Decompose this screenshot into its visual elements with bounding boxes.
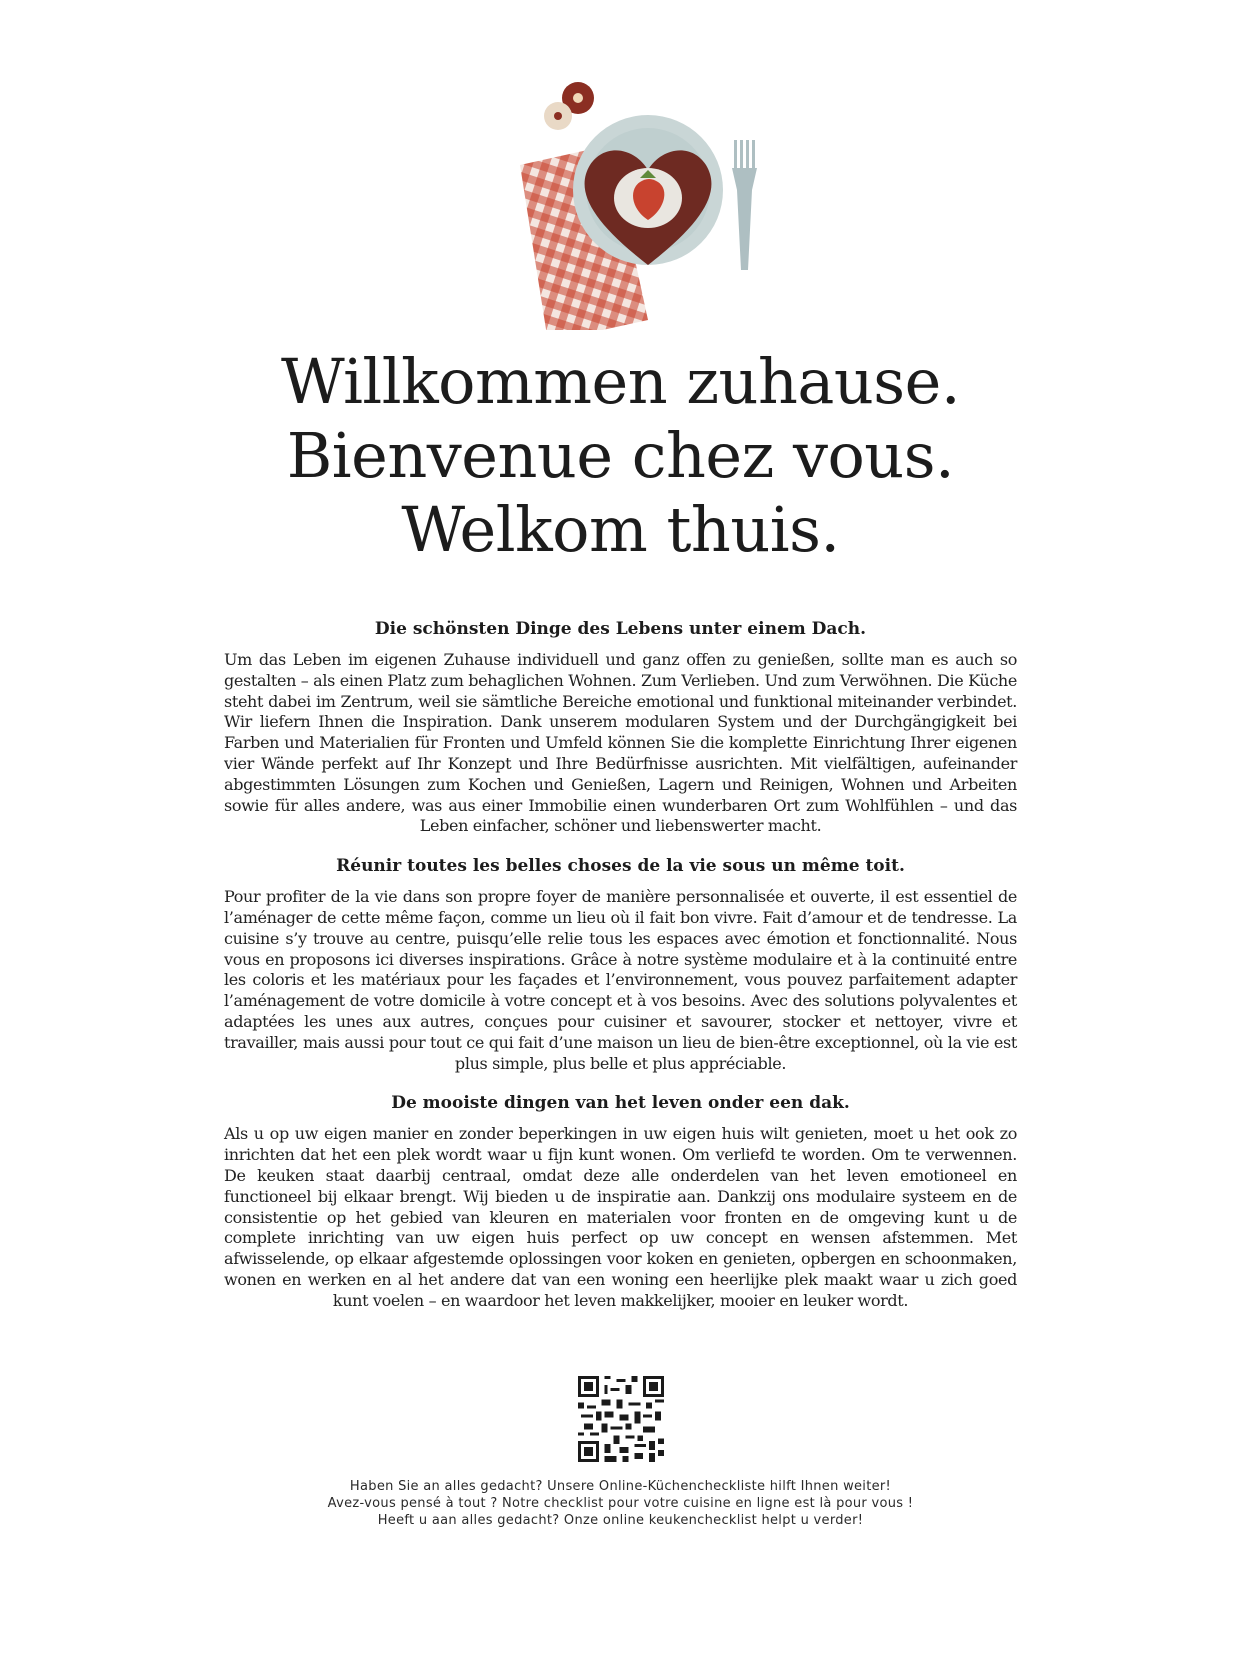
section-heading: Die schönsten Dinge des Lebens unter einem Dach.: [374, 619, 867, 639]
headline-german: Willkommen zuhause.: [280, 345, 961, 418]
section-dutch: [224, 1092, 1017, 1311]
section-heading: De mooiste dingen van het leven onder een dak.: [391, 1093, 850, 1114]
section-french: [224, 855, 1017, 1074]
footer-german: Haben Sie an alles gedacht? Unsere Online-Küchencheckliste hilft Ihnen weiter!: [349, 1479, 892, 1494]
footer-french: Avez-vous pensé à tout ? Notre checklist pour votre cuisine en ligne est là pour vous !: [327, 1496, 914, 1511]
headline: [0, 345, 1241, 567]
section-german: [224, 618, 1017, 837]
section-heading: Réunir toutes les belles choses de la vie sous un même toit.: [336, 856, 905, 877]
qr-code[interactable]: [578, 1376, 664, 1462]
body-content: [224, 618, 1017, 1330]
headline-dutch: Welkom thuis.: [401, 493, 840, 566]
fork-icon: [732, 140, 757, 270]
section-body: Um das Leben im eigenen Zuhause individuell und ganz offen zu genießen, sollte man es auch so gestalten – als einen Platz zum behaglichen Wohnen. Zum Verlieben. Und zum Verwöhnen. Die Küche steht dabei im Zentrum, weil sie sämtliche Bereiche emotional und funktional miteinander verbindet. Wir liefern Ihnen die Inspiration. Dank unserem modularen System und der Durchgängigkeit bei Farben und Materialien für Fronten und Umfeld können Sie die komplette Einrichtung Ihrer eigenen vier Wände perfekt auf Ihr Konzept und Ihre Bedürfnisse ausrichten. Mit vielfältigen, aufeinander abgestimmten Lösungen zum Kochen und Genießen, Lagern und Reinigen, Wohnen und Arbeiten sowie für alles andere, was aus einer Immobilie einen wunderbaren Ort zum Wohlfühlen – und das Leben einfacher, schöner und liebenswerter macht.: [224, 650, 1018, 836]
table-setting-illustration: [0, 70, 1241, 330]
flower-icon: [544, 82, 594, 130]
headline-french: Bienvenue chez vous.: [286, 419, 955, 492]
footer-dutch: Heeft u aan alles gedacht? Onze online keukenchecklist helpt u verder!: [377, 1513, 864, 1528]
footer-note: [0, 1478, 1241, 1529]
section-body: Als u op uw eigen manier en zonder beperkingen in uw eigen huis wilt genieten, moet u het ook zo inrichten dat het een plek wordt waar u fijn kunt wonen. Om verliefd te worden. Om te verwennen. De keuken staat daarbij centraal, omdat deze alle onderdelen van het leven emotioneel en functioneel bij elkaar brengt. Wij bieden u de inspiratie aan. Dankzij ons modulaire systeem en de consistentie op het gebied van kleuren en materialen voor fronten en de omgeving kunt u de complete inrichting van uw eigen huis perfect op uw concept en wensen afstemmen. Met afwisselende, op elkaar afgestemde oplossingen voor koken en genieten, opbergen en schoonmaken, wonen en werken en al het andere dat van een woning een heerlijke plek maakt waar u zich goed kunt voelen – en waardoor het leven makkelijker, mooier en leuker wordt.: [224, 1124, 1017, 1310]
section-body: Pour profiter de la vie dans son propre foyer de manière personnalisée et ouverte, il est essentiel de l’aménager de cette même façon, comme un lieu où il fait bon vivre. Fait d’amour et de tendresse. La cuisine s’y trouve au centre, puisqu’elle relie tous les espaces avec émotion et fonctionnalité. Nous vous en proposons ici diverses inspirations. Grâce à notre système modulaire et à la continuité entre les coloris et les matériaux pour les façades et l’environnement, vous pouvez parfaitement adapter l’aménagement de votre domicile à votre concept et à vos besoins. Avec des solutions polyvalentes et adaptées les unes aux autres, conçues pour cuisiner et savourer, stocker et nettoyer, vivre et travailler, mais aussi pour tout ce qui fait d’une maison un lieu de bien-être exceptionnel, où la vie est plus simple, plus belle et plus appréciable.: [224, 887, 1017, 1073]
